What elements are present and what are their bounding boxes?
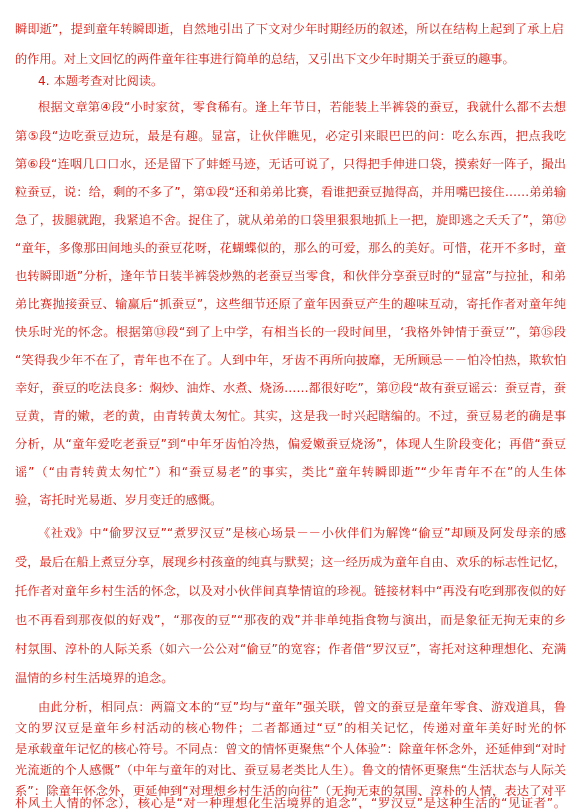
line-text: 光流逝的个人感慨”（中年与童年的对比、蚕豆易老类比人生）。鲁文的情怀更聚焦“生活状态与人际关 <box>15 763 566 777</box>
text-line <box>0 457 584 487</box>
text-line <box>0 121 584 151</box>
text-line <box>0 149 584 179</box>
line-text: 是承载童年记忆的核心符号。不同点：曾文的情怀更聚焦“个人体验”：除童年怀念外，还延伸到“对时 <box>15 742 566 756</box>
text-line <box>0 317 584 347</box>
text-line <box>0 485 584 515</box>
line-text: 根据文章第④段“小时家贫，零食稀有。逢上年节日，若能装上半裤袋的蚕豆，我就什么都不去想 <box>38 100 566 114</box>
line-text: “笑得我少年不在了，青年也不在了。人到中年，牙齿不再所向披靡，无所顾忌－－怕冷怕热，欺软怕 <box>15 353 566 367</box>
line-text: 第⑤段“边吃蚕豆边玩，最是有趣。显富，让伙伴瞧见，必定引来眼巴巴的问：吃么东西，把点我吃 <box>15 129 566 143</box>
text-line <box>0 373 584 403</box>
text-line <box>0 518 584 548</box>
text-line <box>0 401 584 431</box>
line-text: 快乐时光的怀念。根据第⑬段“到了上中学，有相当长的一段时间里，‘我格外钟情于蚕豆’”，第⑮段 <box>15 325 566 339</box>
text-line <box>0 547 584 577</box>
text-line <box>0 345 584 375</box>
line-text: 4. 本题考查对比阅读。 <box>38 74 164 88</box>
text-line <box>0 576 584 606</box>
text-line <box>0 92 584 122</box>
line-text: 系”：除童年怀念外，更延伸到“对理想乡村生活的向往”（无拘无束的氛围、淳朴的人情，表达了对平 <box>15 784 566 798</box>
line-text: 受，最后在船上煮豆分享，展现乡村孩童的纯真与默契；这一经历成为童年自由、欢乐的标志性记忆， <box>15 555 566 569</box>
text-line <box>0 261 584 291</box>
text-line <box>0 233 584 263</box>
line-text: 瞬即逝”，提到童年转瞬即逝，自然地引出了下文对少年时期经历的叙述，所以在结构上起到了承上启 <box>15 22 564 36</box>
text-line <box>0 634 584 664</box>
line-text: 托作者对童年乡村生活的怀念，以及对小伙伴间真挚情谊的珍视。链接材料中“再没有吃到那夜似的好 <box>15 584 566 598</box>
line-text: 谣”（“由青转黄太匆忙”）和“蚕豆易老”的事实，类比“童年转瞬即逝”“少年青年不在”的人生体 <box>15 465 566 479</box>
text-line <box>0 797 584 809</box>
line-text: 验，寄托时光易逝、岁月变迁的感慨。 <box>15 493 223 507</box>
text-line <box>0 205 584 235</box>
line-text: 豆黄，青的嫩，老的黄，由青转黄太匆忙。其实，这是我一时兴起瞎编的。不过，蚕豆易老的确是事 <box>15 409 566 423</box>
line-text: 弟比赛抛接蚕豆、输赢后“抓蚕豆”，这些细节还原了童年因蚕豆产生的趣味互动，寄托作者对童年纯 <box>15 297 566 311</box>
line-text: 第⑥段“连咽几口口水，还是留下了蚌蛭马迹，无话可说了，只得把手伸进口袋，摸索好一阵子，撮出 <box>15 157 566 171</box>
line-text: 也不再看到那夜似的好戏”，“那夜的豆”“那夜的戏”并非单纯指食物与演出，而是象征无拘无束的乡 <box>15 613 566 627</box>
line-text: 温情的乡村生活境界的追念。 <box>15 671 174 685</box>
text-line <box>0 177 584 207</box>
text-line <box>0 429 584 459</box>
line-text: 文的罗汉豆是童年乡村活动的核心物件；二者都通过“豆”的相关记忆，传递对童年美好时光的怀 <box>15 721 566 735</box>
text-line <box>0 14 584 44</box>
text-line <box>0 289 584 319</box>
line-text: 粒蚕豆，说：给，剩的不多了”，第①段“还和弟弟比赛，看谁把蚕豆抛得高，并用嘴巴接住……弟弟输 <box>15 185 566 199</box>
line-text: 的作用。对上文回忆的两件童年往事进行简单的总结，又引出下文少年时期关于蚕豆的趣事。 <box>15 52 515 66</box>
line-text: 分析，从“童年爱吃老蚕豆”到“中年牙齿怕冷热，偏爱嫩蚕豆烧汤”，体现人生阶段变化；再借“蚕豆 <box>15 437 566 451</box>
line-text: 《社戏》中“偷罗汉豆”“煮罗汉豆”是核心场景－－小伙伴们为解馋“偷豆”却顾及阿发母亲的感 <box>38 526 566 540</box>
line-text: 幸好，蚕豆的吃法良多：焖炒、油炸、水煮、烧汤……都很好吃”，第⑰段“故有蚕豆谣云：蚕豆青，蚕 <box>15 381 566 395</box>
text-line <box>0 663 584 693</box>
line-text: 急了，拔腿就跑，我紧追不舍。捉住了，就从弟弟的口袋里狠狠地抓上一把，旋即逃之夭夭了”，第⑫ <box>15 213 566 227</box>
line-text: 由此分析，相同点：两篇文本的“豆”均与“童年”强关联，曾文的蚕豆是童年零食、游戏道具，鲁 <box>38 700 566 714</box>
line-text: 也转瞬即逝”分析，逢年节日装半裤袋炒熟的老蚕豆当零食，和伙伴分享蚕豆时的“显富”与拉扯，和弟 <box>15 269 566 283</box>
line-text: 朴风土人情的怀念），核心是“对一种理想化生活境界的追念”，“罗汉豆”是这种生活的“见证者”。 <box>15 797 566 809</box>
text-line <box>0 605 584 635</box>
line-text: 村氛围、淳朴的人际关系（如六一公公对“偷豆”的宽容；作者借“罗汉豆”，寄托对这种理想化、充满 <box>15 642 566 656</box>
line-text: “童年，多像那田间地头的蚕豆花呀，花蝴蝶似的，那么的可爱，那么的美好。可惜，花开不多时，童 <box>15 241 566 255</box>
